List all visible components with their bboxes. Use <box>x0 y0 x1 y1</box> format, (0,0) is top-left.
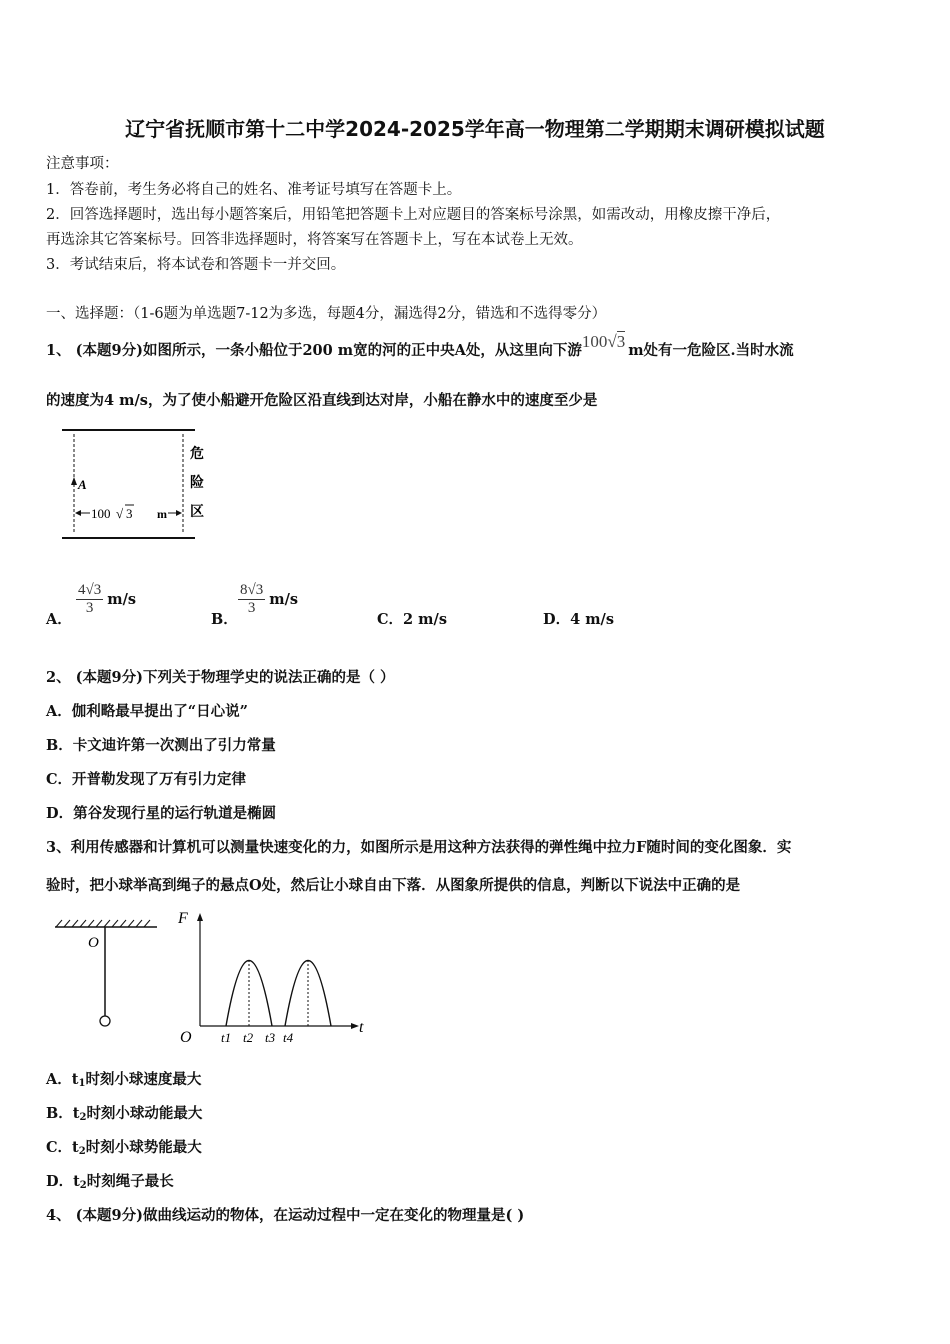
q2-option-c: C．开普勒发现了万有引力定律 <box>46 771 247 788</box>
point-a-marker <box>71 477 77 485</box>
notice-item: 1．答卷前，考生务必将自己的姓名、准考证号填写在答题卡上。 <box>46 182 462 198</box>
q1-stem-line2: 的速度为4 m/s，为了使小船避开危险区沿直线到达对岸，小船在静水中的速度至少是 <box>46 392 598 409</box>
option-letter: B． <box>46 1105 73 1122</box>
pivot-o-label: O <box>88 935 99 951</box>
dist-sqrt-symbol: √ <box>116 506 124 521</box>
option-subscript: 2 <box>78 1146 86 1157</box>
fraction-denominator: 3 <box>238 599 265 617</box>
tick-label-t4 <box>283 1030 294 1045</box>
q3-stem-line1: 3、利用传感器和计算机可以测量快速变化的力，如图所示是用这种方法获得的弹性绳中拉力F随时间的变化图象．实 <box>46 839 792 856</box>
q4-stem: 4、 (本题9分)做曲线运动的物体，在运动过程中一定在变化的物理量是( ) <box>46 1207 525 1224</box>
unit-label: m/s <box>269 591 299 608</box>
option-text: 2 m/s <box>403 611 447 628</box>
option-symbol: t <box>72 1139 79 1156</box>
option-subscript: 2 <box>79 1180 87 1191</box>
notice-item: 3．考试结束后，将本试卷和答题卡一并交回。 <box>46 257 346 273</box>
q1-stem-line1 <box>46 332 794 360</box>
option-text: 时刻小球势能最大 <box>85 1139 202 1156</box>
dist-arrowhead-right <box>176 510 182 516</box>
fraction <box>76 582 103 617</box>
q1-option-c <box>377 608 447 629</box>
option-letter: C． <box>377 611 404 628</box>
option-text: 时刻小球动能最大 <box>86 1105 203 1122</box>
q1-option-a-value <box>76 582 136 617</box>
fraction-numerator: 4√3 <box>78 582 102 598</box>
y-axis-label: F <box>178 910 188 927</box>
dist-arrowhead-left <box>75 510 81 516</box>
notice-item: 2．回答选择题时，选出每小题答案后，用铅笔把答题卡上对应题目的答案标号涂黑，如需改动，用橡皮擦干净后， <box>46 207 781 223</box>
dist-root-label: 3 <box>126 506 133 521</box>
tick-label-t2 <box>243 1030 254 1045</box>
notice-heading: 注意事项： <box>46 156 119 172</box>
q2-stem: 2、 (本题9分)下列关于物理学史的说法正确的是（ ） <box>46 669 395 686</box>
q3-option-b <box>46 1102 202 1123</box>
fraction <box>238 582 265 617</box>
option-letter: C． <box>46 1139 73 1156</box>
option-text: 时刻绳子最长 <box>86 1173 174 1190</box>
option-subscript: 1 <box>78 1078 86 1089</box>
tick-label-t3 <box>265 1030 276 1045</box>
danger-zone-char: 区 <box>190 505 204 520</box>
q1-option-d <box>543 608 614 629</box>
tick-text: t4 <box>283 1030 294 1045</box>
point-a-label: A <box>78 477 87 492</box>
section-heading: 一、选择题：（1-6题为单选题7-12为多选，每题4分，漏选得2分，错选和不选得零分） <box>46 306 607 322</box>
sqrt-symbol: √ <box>607 332 617 351</box>
option-symbol: t <box>72 1105 80 1122</box>
q3-option-a <box>46 1068 201 1089</box>
q1-option-b-letter: B． <box>211 611 238 628</box>
q1-option-b-value <box>238 582 298 617</box>
tick-text: t2 <box>243 1030 254 1045</box>
q3-force-figure <box>50 905 375 1050</box>
option-subscript: 2 <box>79 1112 87 1123</box>
q1-distance-expr <box>582 332 625 351</box>
danger-zone-char: 危 <box>190 447 204 462</box>
dist-value-label: 100 <box>91 506 111 521</box>
unit-label: m/s <box>107 591 137 608</box>
option-symbol: t <box>73 1173 80 1190</box>
option-letter: D． <box>543 611 571 628</box>
option-letter: D． <box>46 1173 74 1190</box>
ball <box>100 1016 110 1026</box>
x-axis-arrowhead <box>351 1023 359 1029</box>
y-axis-arrowhead <box>197 913 203 921</box>
option-letter: A． <box>46 1071 72 1088</box>
notice-item: 再选涂其它答案标号。回答非选择题时，将答案写在答题卡上，写在本试卷上无效。 <box>46 232 583 248</box>
q2-option-a: A．伽利略最早提出了“日心说” <box>46 703 248 720</box>
q1-river-figure <box>60 425 220 545</box>
q1-distance-value: 100 <box>581 332 608 351</box>
tick-text: t1 <box>221 1030 232 1045</box>
q1-stem-text-a: 1、 (本题9分)如图所示，一条小船位于200 m宽的河的正中央A处，从这里向下游 <box>46 342 582 359</box>
origin-label: O <box>180 1029 192 1046</box>
option-symbol: t <box>71 1071 79 1088</box>
fraction-numerator: 8√3 <box>240 582 264 598</box>
q3-option-d <box>46 1170 174 1191</box>
dist-unit-label: m <box>157 507 167 521</box>
q2-option-d: D．第谷发现行星的运行轨道是椭圆 <box>46 805 277 822</box>
q3-stem-line2: 验时，把小球举高到绳子的悬点O处，然后让小球自由下落．从图象所提供的信息，判断以下说法中正确的是 <box>46 877 741 894</box>
option-text: 4 m/s <box>570 611 615 628</box>
option-text: 时刻小球速度最大 <box>85 1071 202 1088</box>
tick-text: t3 <box>265 1030 276 1045</box>
danger-zone-char: 险 <box>190 476 204 491</box>
page-title: 辽宁省抚顺市第十二中学2024-2025学年高一物理第二学期期末调研模拟试题 <box>125 117 825 141</box>
q2-option-b: B．卡文迪许第一次测出了引力常量 <box>46 737 276 754</box>
q1-distance-root: 3 <box>616 332 626 351</box>
ceiling-hatching <box>56 920 150 927</box>
q1-option-a-letter: A． <box>46 611 72 628</box>
q3-option-c <box>46 1136 202 1157</box>
fraction-denominator: 3 <box>76 599 103 617</box>
tick-label-t1 <box>221 1030 231 1045</box>
x-axis-label: t <box>359 1019 364 1036</box>
q1-stem-text-b: m处有一危险区.当时水流 <box>628 342 794 359</box>
